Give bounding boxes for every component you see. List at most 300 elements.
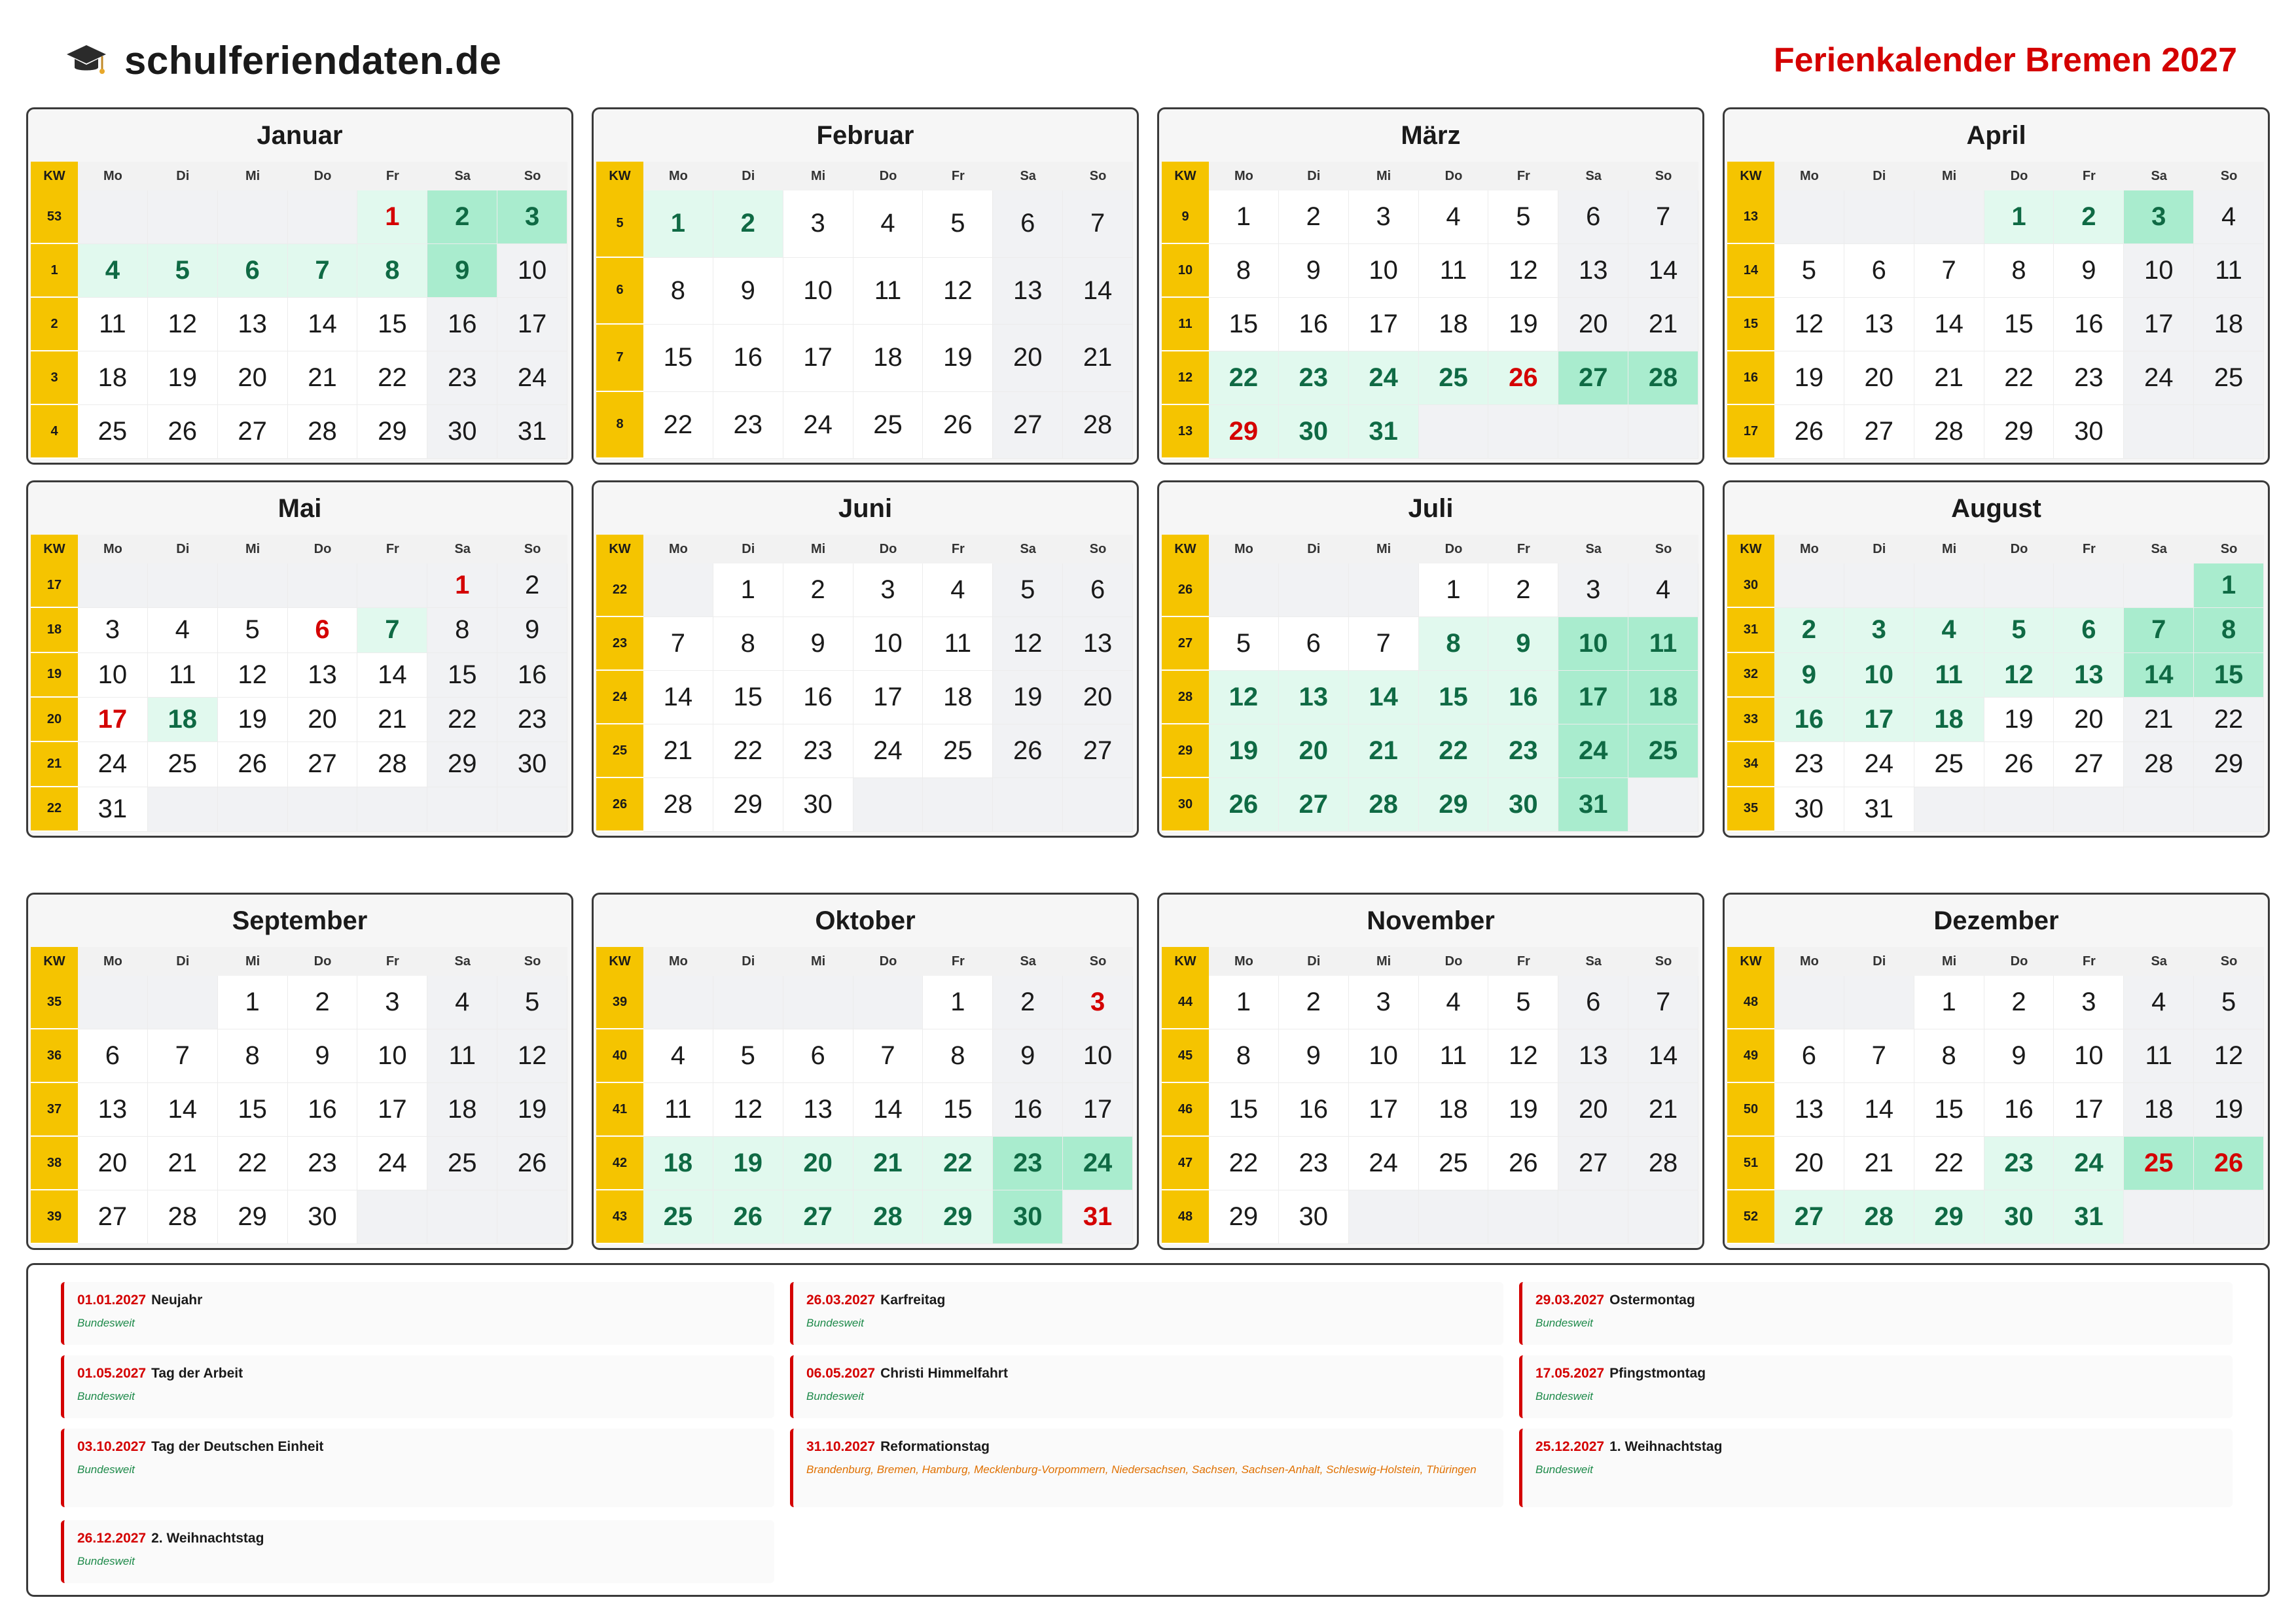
- day-cell: 12: [148, 298, 218, 351]
- day-cell: 18: [1628, 671, 1698, 724]
- weekday-header: Mo: [78, 947, 148, 976]
- empty-day-cell: [497, 1190, 567, 1244]
- empty-day-cell: [2124, 563, 2194, 608]
- day-cell: 5: [713, 1029, 783, 1083]
- day-cell: 6: [1774, 1029, 1844, 1083]
- day-cell: 19: [1984, 698, 2054, 742]
- month-grid: [31, 162, 567, 459]
- weekday-header: Do: [1419, 947, 1489, 976]
- day-cell: 13: [78, 1083, 148, 1137]
- empty-day-cell: [1349, 1190, 1419, 1244]
- holiday-entry: [61, 1282, 774, 1345]
- day-cell: 18: [1419, 298, 1489, 351]
- kw-header: KW: [1162, 535, 1209, 563]
- weekday-header: Di: [148, 947, 218, 976]
- day-cell: 4: [1914, 608, 1984, 652]
- empty-day-cell: [78, 976, 148, 1029]
- day-cell: 6: [1063, 563, 1133, 617]
- day-cell: 25: [148, 742, 218, 787]
- month-title: Januar: [257, 121, 343, 150]
- day-cell: 26: [1488, 1137, 1558, 1190]
- day-cell: 27: [1279, 778, 1349, 832]
- day-cell: 6: [1558, 976, 1628, 1029]
- kw-number: 51: [1727, 1137, 1774, 1190]
- weekday-header: Mo: [1774, 947, 1844, 976]
- holiday-name: 1. Weihnachtstag: [1609, 1439, 1723, 1454]
- weekday-header: Do: [1984, 947, 2054, 976]
- day-cell: 3: [1558, 563, 1628, 617]
- day-cell: 5: [218, 608, 288, 652]
- day-cell: 27: [1063, 724, 1133, 778]
- day-cell: 16: [2054, 298, 2124, 351]
- day-cell: 9: [427, 244, 497, 298]
- day-cell: 7: [1063, 190, 1133, 258]
- day-cell: 15: [923, 1083, 993, 1137]
- month-februar: [592, 107, 1139, 465]
- day-cell: 3: [78, 608, 148, 652]
- day-cell: 20: [1558, 1083, 1628, 1137]
- day-cell: 5: [497, 976, 567, 1029]
- day-cell: 16: [427, 298, 497, 351]
- holiday-region: Bundesweit: [1535, 1317, 1593, 1329]
- day-cell: 12: [1488, 1029, 1558, 1083]
- holiday-region: Bundesweit: [77, 1317, 135, 1329]
- weekday-header: Do: [853, 162, 924, 190]
- holiday-date: 26.03.2027: [806, 1293, 876, 1308]
- day-cell: 28: [643, 778, 713, 832]
- day-cell: 16: [1279, 1083, 1349, 1137]
- holiday-date: 29.03.2027: [1535, 1293, 1605, 1308]
- day-cell: 12: [1209, 671, 1279, 724]
- day-cell: 1: [923, 976, 993, 1029]
- day-cell: 15: [1984, 298, 2054, 351]
- month-title: Dezember: [1933, 906, 2059, 935]
- day-cell: 27: [288, 742, 358, 787]
- holiday-entry: [61, 1520, 774, 1583]
- day-cell: 4: [427, 976, 497, 1029]
- day-cell: 13: [218, 298, 288, 351]
- day-cell: 17: [1349, 1083, 1419, 1137]
- weekday-header: Mi: [1914, 535, 1984, 563]
- day-cell: 4: [78, 244, 148, 298]
- kw-number: 37: [31, 1083, 78, 1137]
- day-cell: 1: [643, 190, 713, 258]
- weekday-header: Mi: [1349, 162, 1419, 190]
- day-cell: 9: [783, 617, 853, 671]
- day-cell: 28: [1349, 778, 1419, 832]
- day-cell: 10: [357, 1029, 427, 1083]
- empty-day-cell: [1279, 563, 1349, 617]
- graduation-cap-icon: [65, 40, 107, 82]
- day-cell: 16: [713, 325, 783, 392]
- kw-number: 48: [1727, 976, 1774, 1029]
- empty-day-cell: [1349, 563, 1419, 617]
- day-cell: 25: [78, 405, 148, 459]
- empty-day-cell: [1914, 563, 1984, 608]
- weekday-header: So: [497, 535, 567, 563]
- kw-header: KW: [1162, 162, 1209, 190]
- day-cell: 18: [1914, 698, 1984, 742]
- day-cell: 9: [1279, 1029, 1349, 1083]
- day-cell: 2: [1488, 563, 1558, 617]
- empty-day-cell: [713, 976, 783, 1029]
- day-cell: 16: [993, 1083, 1063, 1137]
- day-cell: 12: [1774, 298, 1844, 351]
- day-cell: 31: [1558, 778, 1628, 832]
- day-cell: 17: [1063, 1083, 1133, 1137]
- day-cell: 2: [2054, 190, 2124, 244]
- day-cell: 6: [218, 244, 288, 298]
- day-cell: 25: [427, 1137, 497, 1190]
- day-cell: 23: [1984, 1137, 2054, 1190]
- kw-number: 30: [1162, 778, 1209, 832]
- day-cell: 11: [1419, 1029, 1489, 1083]
- day-cell: 31: [1063, 1190, 1133, 1244]
- day-cell: 23: [1279, 1137, 1349, 1190]
- kw-number: 4: [31, 405, 78, 459]
- day-cell: 5: [1984, 608, 2054, 652]
- day-cell: 9: [1774, 653, 1844, 698]
- day-cell: 22: [1914, 1137, 1984, 1190]
- month-august: [1723, 480, 2270, 838]
- day-cell: 8: [1984, 244, 2054, 298]
- day-cell: 9: [993, 1029, 1063, 1083]
- weekday-header: So: [1628, 947, 1698, 976]
- day-cell: 21: [288, 351, 358, 405]
- day-cell: 4: [1419, 190, 1489, 244]
- day-cell: 16: [497, 653, 567, 698]
- day-cell: 9: [497, 608, 567, 652]
- day-cell: 19: [1774, 351, 1844, 405]
- empty-day-cell: [1844, 563, 1914, 608]
- day-cell: 12: [2194, 1029, 2264, 1083]
- weekday-header: Mo: [1209, 535, 1279, 563]
- day-cell: 24: [2124, 351, 2194, 405]
- day-cell: 3: [1349, 976, 1419, 1029]
- kw-number: 2: [31, 298, 78, 351]
- day-cell: 16: [1774, 698, 1844, 742]
- weekday-header: Mo: [1774, 535, 1844, 563]
- month-title: Oktober: [815, 906, 916, 935]
- day-cell: 3: [497, 190, 567, 244]
- day-cell: 25: [2124, 1137, 2194, 1190]
- day-cell: 12: [713, 1083, 783, 1137]
- holiday-line: [77, 1291, 761, 1310]
- kw-number: 24: [596, 671, 643, 724]
- weekday-header: Mi: [218, 947, 288, 976]
- day-cell: 22: [1209, 1137, 1279, 1190]
- weekday-header: Mo: [78, 162, 148, 190]
- kw-number: 36: [31, 1029, 78, 1083]
- day-cell: 8: [427, 608, 497, 652]
- kw-number: 50: [1727, 1083, 1774, 1137]
- day-cell: 17: [78, 698, 148, 742]
- day-cell: 8: [1419, 617, 1489, 671]
- month-title: August: [1951, 494, 2041, 523]
- day-cell: 15: [1209, 1083, 1279, 1137]
- day-cell: 1: [218, 976, 288, 1029]
- holiday-entry: [790, 1282, 1503, 1345]
- empty-day-cell: [288, 563, 358, 608]
- holiday-name: Karfreitag: [880, 1293, 946, 1308]
- day-cell: 13: [783, 1083, 853, 1137]
- day-cell: 2: [497, 563, 567, 608]
- weekday-header: Do: [853, 535, 924, 563]
- kw-number: 13: [1162, 405, 1209, 459]
- month-mai: [26, 480, 573, 838]
- day-cell: 24: [357, 1137, 427, 1190]
- empty-day-cell: [1488, 405, 1558, 459]
- holiday-line: [806, 1438, 1490, 1456]
- day-cell: 19: [713, 1137, 783, 1190]
- day-cell: 23: [1774, 742, 1844, 787]
- empty-day-cell: [853, 976, 924, 1029]
- day-cell: 10: [1558, 617, 1628, 671]
- month-grid: [1162, 535, 1698, 832]
- holiday-entry: [61, 1355, 774, 1418]
- holiday-legend: [26, 1263, 2270, 1597]
- month-grid: [1162, 162, 1698, 459]
- day-cell: 30: [993, 1190, 1063, 1244]
- weekday-header: Mo: [643, 947, 713, 976]
- day-cell: 26: [993, 724, 1063, 778]
- day-cell: 7: [1914, 244, 1984, 298]
- day-cell: 27: [218, 405, 288, 459]
- weekday-header: Do: [288, 947, 358, 976]
- day-cell: 1: [1209, 190, 1279, 244]
- day-cell: 21: [148, 1137, 218, 1190]
- day-cell: 31: [1844, 787, 1914, 832]
- day-cell: 17: [1349, 298, 1419, 351]
- empty-day-cell: [218, 190, 288, 244]
- weekday-header: Fr: [2054, 535, 2124, 563]
- day-cell: 14: [1914, 298, 1984, 351]
- kw-number: 23: [596, 617, 643, 671]
- day-cell: 23: [1488, 724, 1558, 778]
- holiday-region: Bundesweit: [1535, 1463, 1593, 1476]
- day-cell: 25: [1914, 742, 1984, 787]
- weekday-header: Fr: [357, 162, 427, 190]
- day-cell: 14: [643, 671, 713, 724]
- weekday-header: So: [1063, 947, 1133, 976]
- day-cell: 12: [497, 1029, 567, 1083]
- weekday-header: Mi: [783, 947, 853, 976]
- empty-day-cell: [1488, 1190, 1558, 1244]
- day-cell: 22: [218, 1137, 288, 1190]
- empty-day-cell: [993, 778, 1063, 832]
- holiday-region: Bundesweit: [77, 1463, 135, 1476]
- day-cell: 10: [2124, 244, 2194, 298]
- day-cell: 30: [2054, 405, 2124, 459]
- day-cell: 30: [497, 742, 567, 787]
- kw-number: 11: [1162, 298, 1209, 351]
- day-cell: 30: [1279, 1190, 1349, 1244]
- empty-day-cell: [1558, 1190, 1628, 1244]
- day-cell: 6: [78, 1029, 148, 1083]
- day-cell: 25: [1419, 351, 1489, 405]
- empty-day-cell: [1914, 787, 1984, 832]
- day-cell: 14: [1349, 671, 1419, 724]
- brand[interactable]: [65, 38, 501, 83]
- day-cell: 7: [2124, 608, 2194, 652]
- day-cell: 15: [427, 653, 497, 698]
- day-cell: 19: [1488, 298, 1558, 351]
- kw-number: 26: [1162, 563, 1209, 617]
- day-cell: 8: [2194, 608, 2264, 652]
- empty-day-cell: [78, 190, 148, 244]
- holiday-line: [77, 1529, 761, 1548]
- empty-day-cell: [218, 563, 288, 608]
- day-cell: 6: [1844, 244, 1914, 298]
- month-dezember: [1723, 893, 2270, 1250]
- day-cell: 5: [923, 190, 993, 258]
- day-cell: 21: [643, 724, 713, 778]
- day-cell: 18: [148, 698, 218, 742]
- weekday-header: Sa: [993, 162, 1063, 190]
- holiday-entry: [1519, 1282, 2233, 1345]
- weekday-header: Sa: [1558, 947, 1628, 976]
- day-cell: 13: [1558, 244, 1628, 298]
- day-cell: 1: [357, 190, 427, 244]
- day-cell: 15: [1209, 298, 1279, 351]
- day-cell: 8: [1914, 1029, 1984, 1083]
- day-cell: 5: [148, 244, 218, 298]
- day-cell: 28: [1844, 1190, 1914, 1244]
- day-cell: 10: [1349, 244, 1419, 298]
- weekday-header: Fr: [2054, 947, 2124, 976]
- day-cell: 1: [1419, 563, 1489, 617]
- day-cell: 15: [2194, 653, 2264, 698]
- empty-day-cell: [357, 1190, 427, 1244]
- weekday-header: Do: [1984, 535, 2054, 563]
- weekday-header: Fr: [1488, 535, 1558, 563]
- holiday-date: 01.05.2027: [77, 1366, 147, 1381]
- month-september: [26, 893, 573, 1250]
- empty-day-cell: [2054, 787, 2124, 832]
- day-cell: 16: [1279, 298, 1349, 351]
- day-cell: 19: [1209, 724, 1279, 778]
- day-cell: 13: [993, 258, 1063, 325]
- day-cell: 25: [643, 1190, 713, 1244]
- empty-day-cell: [1628, 778, 1698, 832]
- day-cell: 24: [853, 724, 924, 778]
- weekday-header: So: [1063, 162, 1133, 190]
- day-cell: 3: [1349, 190, 1419, 244]
- page-title: Ferienkalender Bremen 2027: [1773, 41, 2237, 79]
- kw-number: 39: [596, 976, 643, 1029]
- day-cell: 15: [1419, 671, 1489, 724]
- day-cell: 22: [1984, 351, 2054, 405]
- day-cell: 17: [1558, 671, 1628, 724]
- day-cell: 31: [497, 405, 567, 459]
- day-cell: 8: [357, 244, 427, 298]
- day-cell: 4: [923, 563, 993, 617]
- empty-day-cell: [1984, 563, 2054, 608]
- day-cell: 14: [1628, 1029, 1698, 1083]
- day-cell: 2: [288, 976, 358, 1029]
- holiday-name: Tag der Deutschen Einheit: [151, 1439, 324, 1454]
- empty-day-cell: [148, 787, 218, 832]
- day-cell: 2: [1984, 976, 2054, 1029]
- empty-day-cell: [1419, 405, 1489, 459]
- weekday-header: Mo: [1209, 162, 1279, 190]
- day-cell: 6: [288, 608, 358, 652]
- day-cell: 25: [923, 724, 993, 778]
- day-cell: 23: [783, 724, 853, 778]
- day-cell: 17: [497, 298, 567, 351]
- day-cell: 29: [1209, 405, 1279, 459]
- holiday-line: [806, 1364, 1490, 1383]
- day-cell: 20: [1774, 1137, 1844, 1190]
- day-cell: 30: [1774, 787, 1844, 832]
- kw-number: 22: [31, 787, 78, 832]
- kw-number: 30: [1727, 563, 1774, 608]
- day-cell: 23: [497, 698, 567, 742]
- month-märz: [1157, 107, 1704, 465]
- day-cell: 14: [1063, 258, 1133, 325]
- weekday-header: Sa: [2124, 535, 2194, 563]
- day-cell: 15: [1914, 1083, 1984, 1137]
- day-cell: 6: [783, 1029, 853, 1083]
- kw-number: 10: [1162, 244, 1209, 298]
- day-cell: 12: [993, 617, 1063, 671]
- empty-day-cell: [1774, 563, 1844, 608]
- day-cell: 6: [1279, 617, 1349, 671]
- kw-number: 39: [31, 1190, 78, 1244]
- weekday-header: Sa: [993, 947, 1063, 976]
- holiday-name: Reformationstag: [880, 1439, 990, 1454]
- weekday-header: Sa: [2124, 947, 2194, 976]
- day-cell: 7: [1844, 1029, 1914, 1083]
- empty-day-cell: [1628, 405, 1698, 459]
- kw-number: 31: [1727, 608, 1774, 652]
- day-cell: 1: [427, 563, 497, 608]
- kw-header: KW: [1162, 947, 1209, 976]
- day-cell: 30: [783, 778, 853, 832]
- day-cell: 8: [1209, 1029, 1279, 1083]
- day-cell: 14: [148, 1083, 218, 1137]
- month-grid: [596, 535, 1133, 832]
- weekday-header: Fr: [923, 535, 993, 563]
- kw-number: 6: [596, 258, 643, 325]
- holiday-line: [1535, 1291, 2219, 1310]
- day-cell: 24: [1063, 1137, 1133, 1190]
- day-cell: 12: [1984, 653, 2054, 698]
- day-cell: 10: [1063, 1029, 1133, 1083]
- kw-number: 16: [1727, 351, 1774, 405]
- month-grid: [596, 947, 1133, 1244]
- empty-day-cell: [643, 976, 713, 1029]
- weekday-header: Fr: [2054, 162, 2124, 190]
- weekday-header: Fr: [1488, 947, 1558, 976]
- day-cell: 14: [288, 298, 358, 351]
- day-cell: 17: [783, 325, 853, 392]
- weekday-header: So: [1628, 162, 1698, 190]
- day-cell: 3: [853, 563, 924, 617]
- day-cell: 3: [357, 976, 427, 1029]
- kw-header: KW: [31, 535, 78, 563]
- holiday-region: Bundesweit: [77, 1390, 135, 1402]
- day-cell: 2: [1279, 190, 1349, 244]
- day-cell: 31: [1349, 405, 1419, 459]
- day-cell: 22: [1209, 351, 1279, 405]
- day-cell: 22: [713, 724, 783, 778]
- day-cell: 8: [1209, 244, 1279, 298]
- day-cell: 16: [288, 1083, 358, 1137]
- day-cell: 28: [1628, 351, 1698, 405]
- kw-number: 52: [1727, 1190, 1774, 1244]
- day-cell: 28: [1914, 405, 1984, 459]
